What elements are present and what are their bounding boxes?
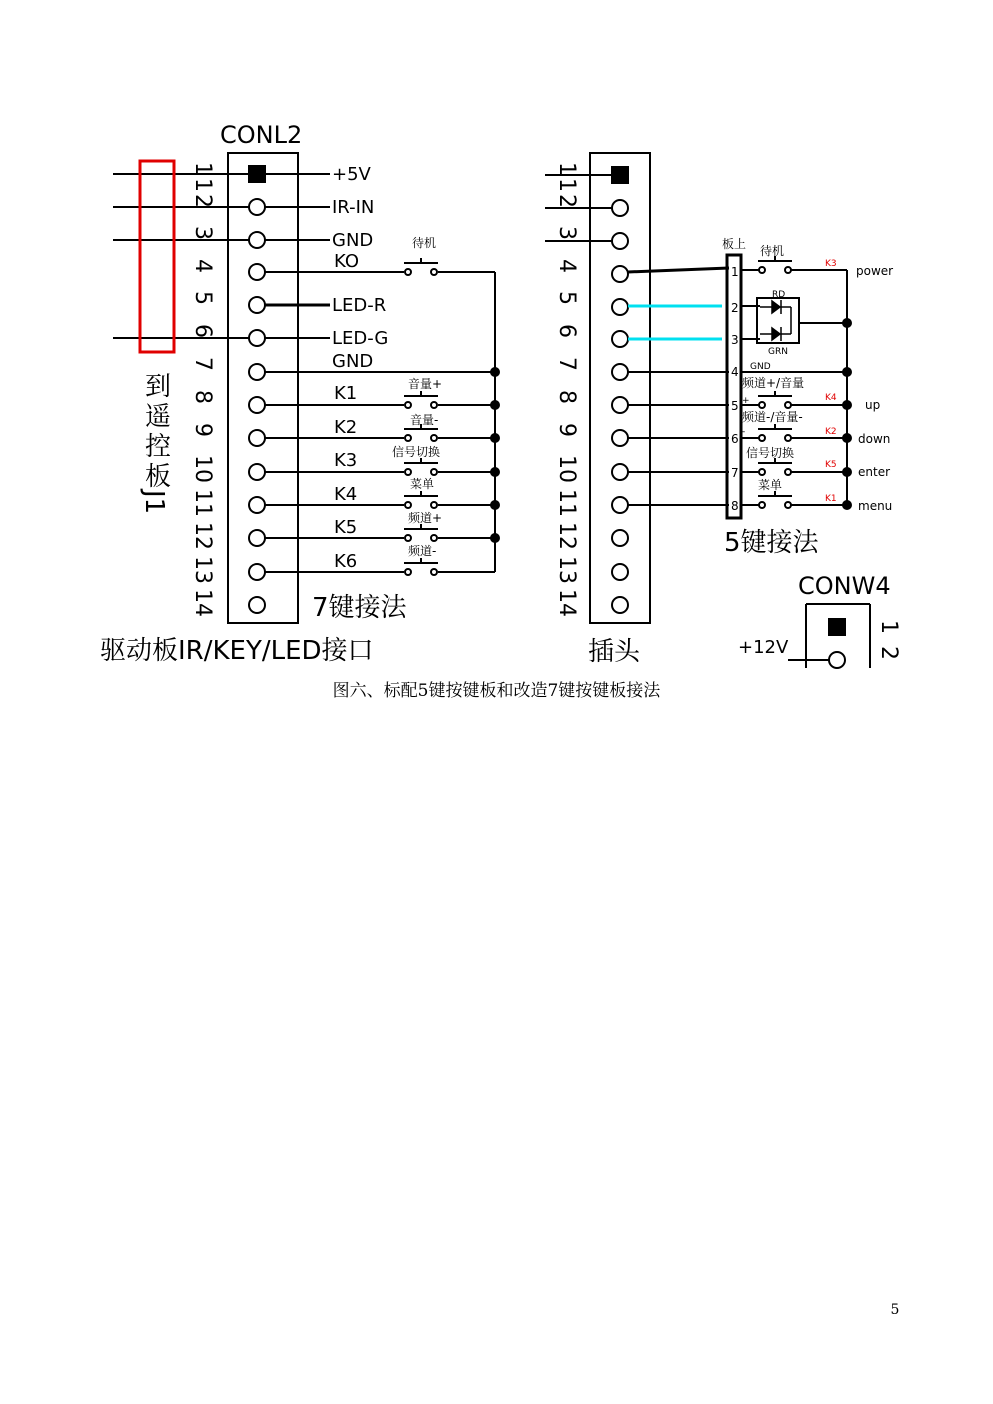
pin-number: 12 (554, 522, 579, 550)
pin-number: 14 (554, 589, 579, 617)
conl2-signal-wires (265, 174, 495, 572)
push-button (404, 258, 438, 275)
push-button (404, 491, 438, 508)
pin-number: 4 (554, 259, 579, 273)
key-name: K2 (825, 427, 837, 437)
button-label: 信号切换 (746, 446, 795, 460)
key-name: K5 (825, 460, 837, 470)
conl2-pin-square (248, 165, 266, 183)
board-pin: 2 (731, 301, 739, 315)
pin-number: 7 (554, 357, 579, 371)
remote-label-char: 板 (145, 462, 172, 492)
led-label-red: RD (772, 290, 786, 300)
remote-label-char: 控 (145, 432, 172, 462)
push-button (404, 458, 438, 475)
button-label: 菜单 (410, 477, 435, 491)
pin-number: 13 (190, 556, 215, 584)
pin-number: 3 (190, 226, 215, 240)
plug-pin-square (611, 166, 629, 184)
signal-label: K3 (334, 450, 358, 471)
plus-label: + (742, 396, 750, 406)
conl2-title: CONL2 (220, 121, 303, 149)
conl2-connector-body (228, 153, 298, 623)
remote-highlight-box (140, 161, 174, 352)
figure-caption: 图六、标配5键按键板和改造7键按键板接法 (332, 681, 661, 701)
pin-number: 8 (190, 390, 215, 404)
button-label: 音量+ (408, 377, 443, 391)
page-number: 5 (890, 1302, 900, 1318)
key-board-pin-numbers (731, 265, 739, 513)
pin-number: 4 (190, 259, 215, 273)
left-diagram (100, 121, 500, 666)
pin-number: 10 (554, 455, 579, 483)
signal-label: GND (332, 351, 374, 372)
gnd-label: GND (750, 362, 771, 372)
function-label: up (865, 398, 881, 412)
push-button (758, 391, 792, 408)
pin-number: 2 (190, 194, 215, 208)
left-incoming-wires (113, 174, 250, 338)
function-label: enter (858, 465, 891, 479)
conl2-pin-numbers (190, 162, 215, 617)
pin-number: 1 (190, 178, 215, 192)
signal-label: GND (332, 230, 374, 251)
button-label: 待机 (760, 244, 785, 258)
signal-label: K1 (334, 383, 358, 404)
plug-label: 插头 (588, 637, 641, 667)
push-button (758, 256, 792, 273)
pin-number: 11 (554, 489, 579, 517)
signal-label: LED-R (332, 295, 387, 316)
seven-key-method-label: 7键接法 (312, 593, 407, 623)
pin-number: 5 (190, 291, 215, 305)
push-button (404, 524, 438, 541)
push-button (404, 391, 438, 408)
board-pin: 3 (731, 333, 739, 347)
button-label: 频道-/音量- (742, 410, 803, 424)
pin-number: 9 (554, 423, 579, 437)
button-label: 音量- (410, 413, 439, 427)
pin-number: 11 (190, 489, 215, 517)
board-pin: 6 (731, 432, 739, 446)
pin-number: 5 (554, 291, 579, 305)
minus-label: - (742, 427, 746, 437)
push-button (758, 424, 792, 441)
conw4-voltage-label: +12V (738, 637, 789, 658)
button-label: 频道+ (408, 511, 443, 525)
function-label: power (856, 264, 894, 278)
push-button (758, 491, 792, 508)
remote-label-char: 遥 (145, 402, 172, 432)
signal-label: K4 (334, 484, 358, 505)
pin-number: 6 (190, 324, 215, 338)
key-name: K4 (825, 393, 837, 403)
pin-number: 7 (190, 357, 215, 371)
remote-label-char: 到 (145, 372, 172, 402)
plug-pin-numbers (554, 162, 579, 617)
board-pin: 8 (731, 499, 739, 513)
board-label: 板上 (722, 237, 747, 251)
led-wires (628, 306, 722, 339)
pin-number: 6 (554, 324, 579, 338)
pin-number: 14 (190, 589, 215, 617)
led-diode-icon (760, 300, 791, 341)
pin-number: 2 (876, 646, 901, 660)
right-diagram (545, 153, 901, 668)
pin-number: 3 (554, 226, 579, 240)
pin-number: 1 (190, 162, 215, 176)
function-label: menu (858, 499, 893, 513)
plug-to-board-wires (628, 268, 729, 505)
pin-number: 13 (554, 556, 579, 584)
remote-label-char: J1 (139, 490, 169, 515)
signal-label: K6 (334, 551, 358, 572)
signal-label: +5V (332, 164, 371, 185)
pin-number: 1 (554, 162, 579, 176)
board-pin: 7 (731, 466, 739, 480)
key-name: K1 (825, 494, 837, 504)
function-label: down (858, 432, 891, 446)
pin-number: 9 (190, 423, 215, 437)
signal-label: K5 (334, 517, 358, 538)
board-pin: 5 (731, 399, 739, 413)
driver-board-interface-label: 驱动板IR/KEY/LED接口 (100, 636, 374, 666)
wiring-diagram (0, 0, 993, 700)
button-label: 信号切换 (392, 445, 441, 459)
signal-label: IR-IN (332, 197, 375, 218)
five-key-method-label: 5键接法 (724, 528, 819, 558)
led-label-green: GRN (768, 347, 788, 357)
pin-number: 10 (190, 455, 215, 483)
signal-label: K2 (334, 417, 358, 438)
conw4-pin-circle (829, 652, 845, 668)
conw4-pin-square (828, 618, 846, 636)
button-label: 菜单 (758, 478, 783, 492)
conw4-title: CONW4 (798, 572, 891, 600)
board-pin: 4 (731, 365, 739, 379)
pin-number: 8 (554, 390, 579, 404)
push-button (758, 458, 792, 475)
conl2-pin-circles (249, 199, 265, 613)
board-pin: 1 (731, 265, 739, 279)
push-button (404, 558, 438, 575)
pin-number: 1 (876, 620, 901, 634)
key-name: K3 (825, 259, 837, 269)
button-label: 频道- (408, 544, 437, 558)
signal-label: KO (334, 251, 359, 272)
pin-number: 2 (554, 194, 579, 208)
signal-label: LED-G (332, 328, 389, 349)
button-label: 频道+/音量 (742, 376, 805, 390)
pin-number: 1 (554, 178, 579, 192)
plug-connector-body (590, 153, 650, 623)
plug-pin-circles (612, 200, 628, 613)
button-label: 待机 (412, 236, 437, 250)
pin-number: 12 (190, 522, 215, 550)
